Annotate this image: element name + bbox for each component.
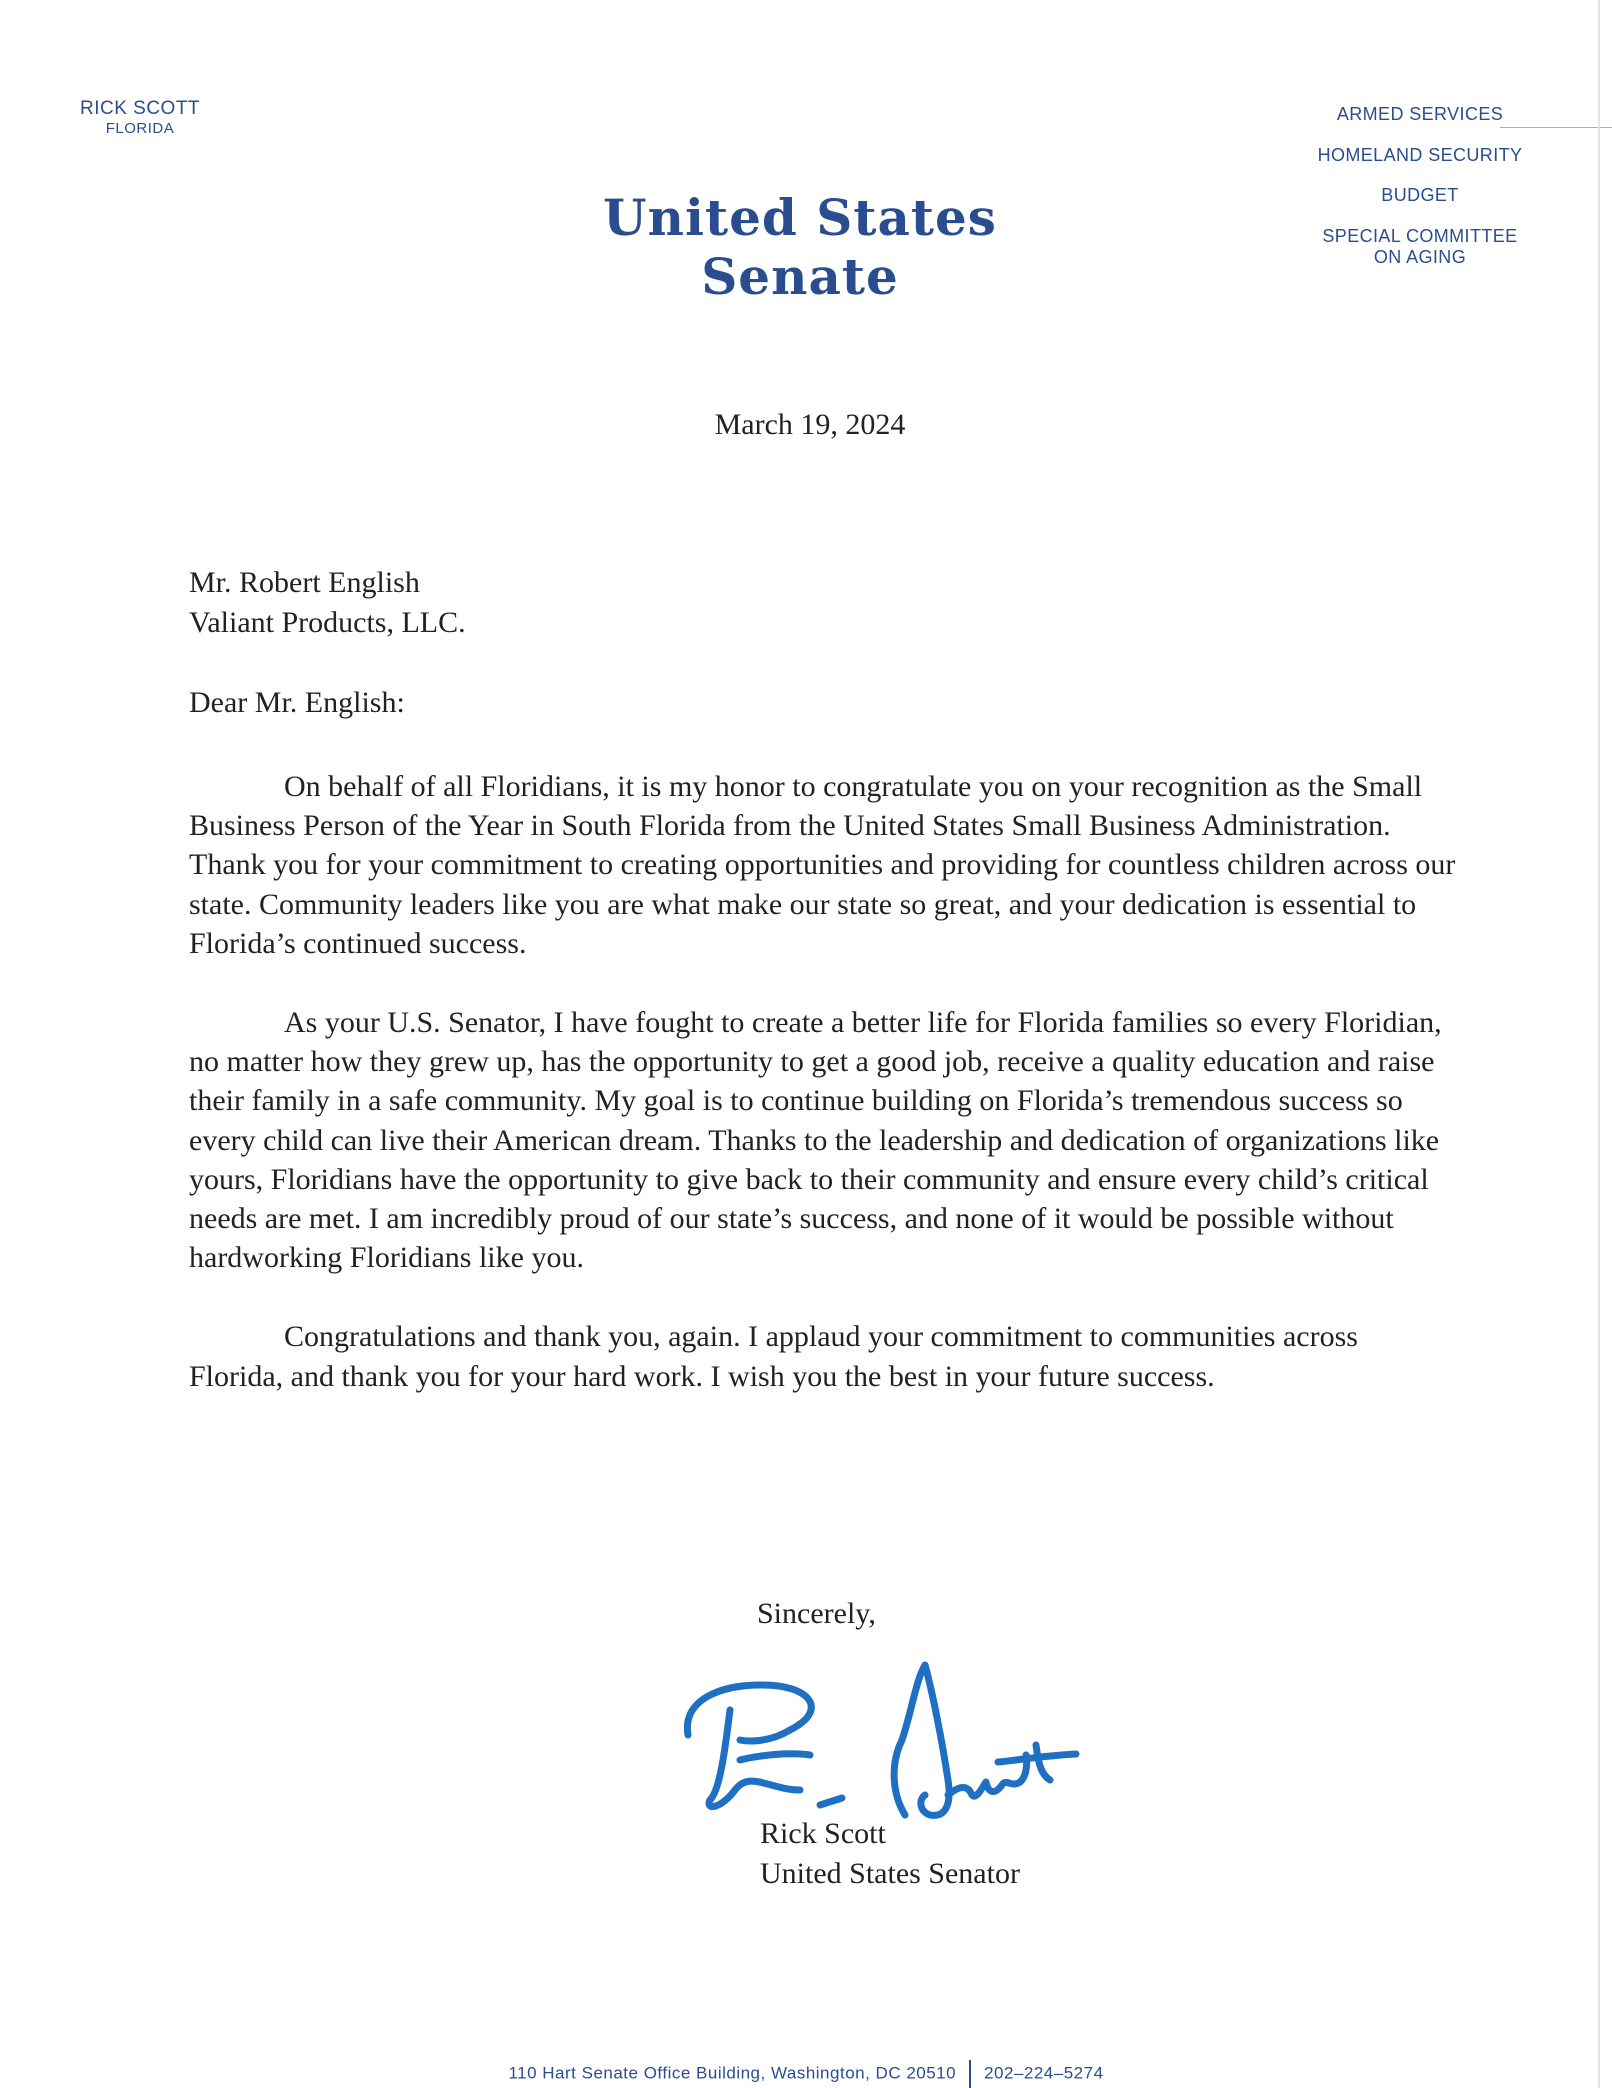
committee-budget: BUDGET (1381, 185, 1459, 206)
signer-title: United States Senator (760, 1857, 1020, 1890)
sender-block (60, 98, 220, 137)
sender-name: RICK SCOTT (79, 98, 201, 119)
recipient-name: Mr. Robert English (189, 566, 420, 599)
page-edge (1598, 0, 1600, 2088)
signer-name: Rick Scott (760, 1817, 886, 1850)
paragraph-3: Congratulations and thank you, again. I applaud your commitment to communities across Florida, and thank you for your hard work. I wish you the best in your future success. (189, 1320, 1358, 1393)
footer (200, 2060, 1412, 2088)
header-rule (1500, 127, 1612, 128)
senate-title: United States Senate (603, 188, 997, 306)
footer-address: 110 Hart Senate Office Building, Washington, DC 20510 (508, 2063, 957, 2083)
committee-list (1290, 104, 1550, 267)
letter-body (189, 767, 1459, 1436)
footer-separator (969, 2060, 971, 2088)
paragraph-2: As your U.S. Senator, I have fought to create a better life for Florida families so every Floridian, no matter how they grew up, has the opportunity to get a good job, receive a quality education and raise their family in a safe community. My goal is to continue building on Florida’s tremendous success so every child can live their American dream. Thanks to the leadership and dedication of organizations like yours, Floridians have the opportunity to give back to their community and ensure every child’s critical needs are met. I am incredibly proud of our state’s success, and none of it would be possible without hardworking Floridians like you. (189, 1006, 1442, 1275)
committee-armed-services: ARMED SERVICES (1336, 104, 1504, 124)
sender-state: FLORIDA (105, 119, 175, 137)
letter-date: March 19, 2024 (714, 408, 906, 441)
committee-homeland-security: HOMELAND SECURITY (1317, 144, 1523, 165)
recipient-company: Valiant Products, LLC. (189, 606, 466, 639)
paragraph-1: On behalf of all Floridians, it is my honor to congratulate you on your recognition as the Small Business Person of the Year in South Florida from the United States Small Business Administration. Thank you for your commitment to creating opportunities and providing for countless children across our state. Community leaders like you are what make our state so great, and your dedication is essential to Florida’s continued success. (189, 770, 1456, 960)
footer-phone: 202–224–5274 (984, 2063, 1104, 2083)
recipient-address (189, 563, 466, 643)
committee-special: SPECIAL COMMITTEE (1322, 226, 1518, 247)
closing: Sincerely, (757, 1597, 876, 1630)
signer-block (760, 1814, 1020, 1894)
signature (680, 1650, 1180, 1830)
salutation: Dear Mr. English: (189, 686, 405, 719)
committee-aging: ON AGING (1373, 246, 1467, 267)
